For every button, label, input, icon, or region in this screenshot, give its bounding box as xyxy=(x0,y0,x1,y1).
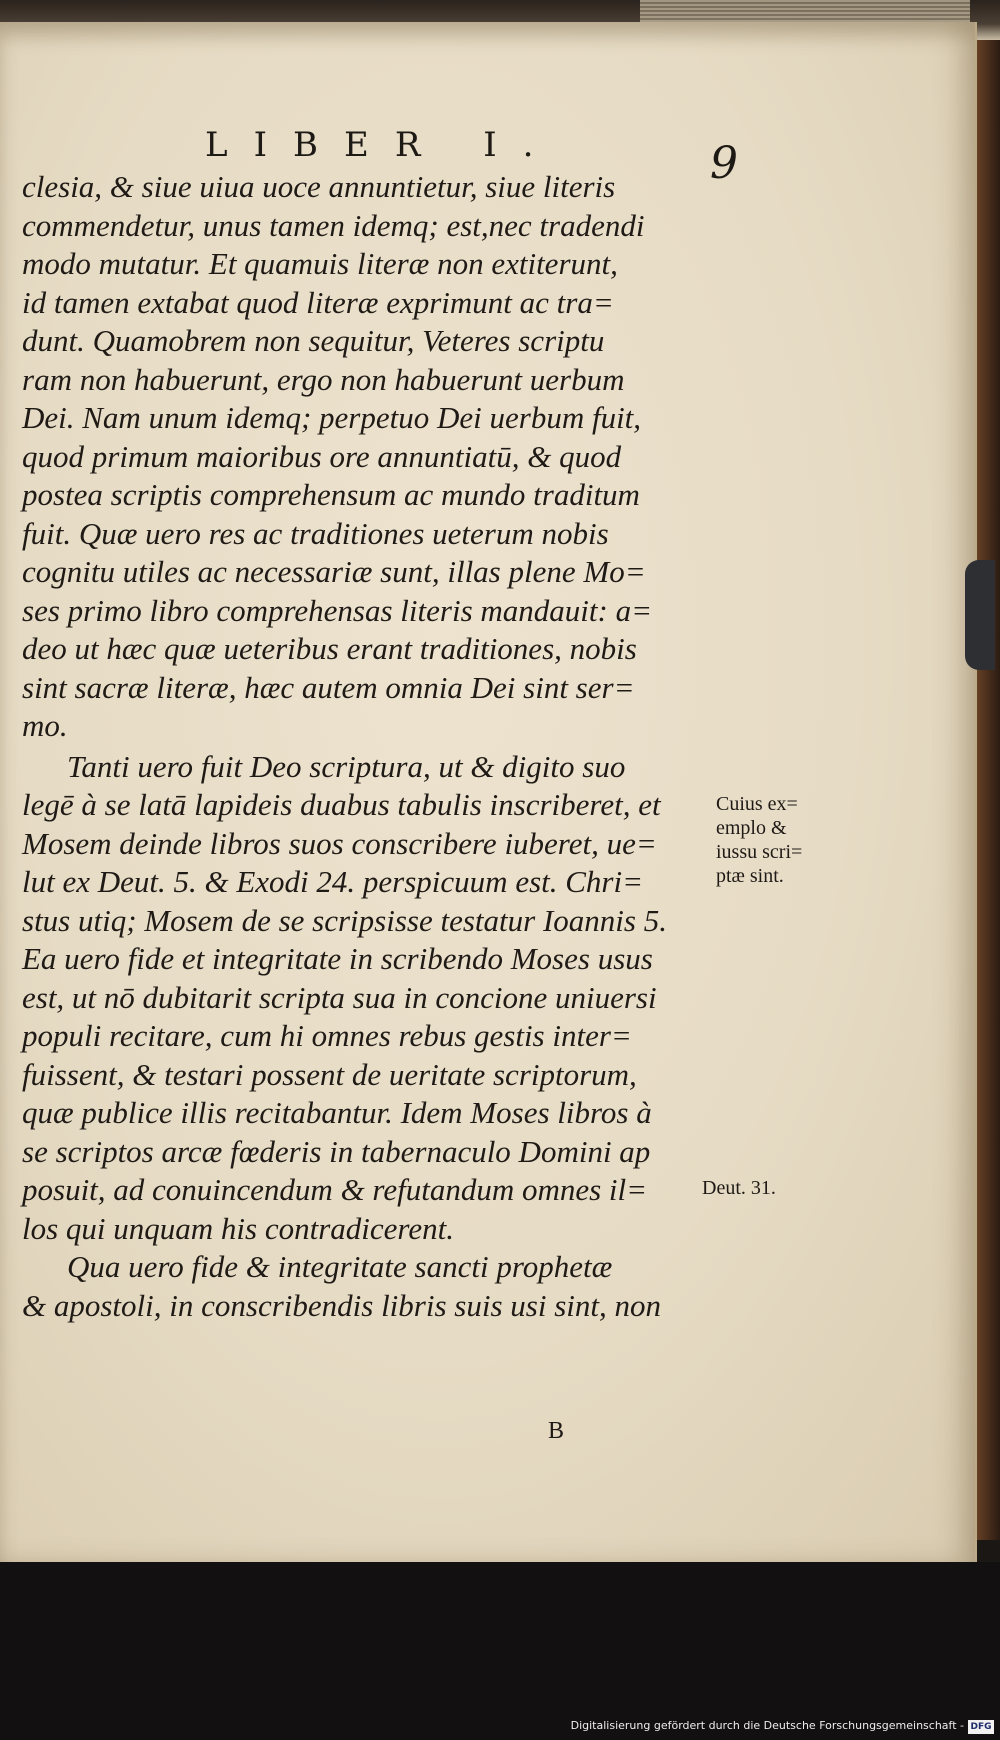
text-line: fuit. Quæ uero res ac traditiones ueterum nobis xyxy=(22,515,609,551)
text-line: posuit, ad conuincendum & refutandum omnes il= xyxy=(22,1172,648,1207)
margin-note-deut: Deut. 31. xyxy=(702,1177,776,1199)
margin-note-line: Cuius ex= xyxy=(716,793,798,815)
text-line: dunt. Quamobrem non sequitur, Veteres scriptu xyxy=(22,323,605,358)
text-line: Tanti uero fuit Deo scriptura, ut & digito suo xyxy=(67,748,626,784)
background-shadow xyxy=(0,1562,1000,1740)
text-line: quod primum maioribus ore annuntiatū, & quod xyxy=(22,438,622,474)
text-line: quæ publice illis recitabantur. Idem Moses libros à xyxy=(22,1095,652,1130)
text-line: Dei. Nam unum idemq; perpetuo Dei uerbum fuit, xyxy=(22,400,642,435)
text-line: clesia, & siue uiua uoce annuntietur, siue literis xyxy=(22,169,616,204)
body-text xyxy=(22,168,722,1325)
running-head: LIBER I. xyxy=(205,125,560,165)
margin-note-line: iussu scri= xyxy=(716,841,803,863)
text-line: cognitu utiles ac necessariæ sunt, illas plene Mo= xyxy=(22,554,646,589)
text-line: stus utiq; Mosem de se scripsisse testatur Ioannis 5. xyxy=(22,902,667,938)
text-line: fuissent, & testari possent de ueritate scriptorum, xyxy=(22,1056,637,1092)
text-line: modo mutatur. Et quamuis literæ non extiterunt, xyxy=(22,246,618,281)
text-line: Qua uero fide & integritate sancti prophetæ xyxy=(67,1249,613,1284)
text-line: commendetur, unus tamen idemq; est,nec tradendi xyxy=(22,207,645,243)
signature-mark: B xyxy=(548,1418,565,1444)
text-line: Mosem deinde libros suos conscribere iuberet, ue= xyxy=(22,825,657,861)
text-line: legē à se latā lapideis duabus tabulis inscriberet, et xyxy=(22,787,661,822)
text-line: est, ut nō dubitarit scripta sua in concione uniuersi xyxy=(22,979,657,1015)
text-line: ram non habuerunt, ergo non habuerunt uerbum xyxy=(22,361,625,397)
bookmark-tab xyxy=(965,560,995,670)
margin-note xyxy=(716,792,826,888)
dfg-logo: DFG xyxy=(968,1720,994,1734)
digitization-credit: Digitalisierung gefördert durch die Deutsche Forschungsgemeinschaft - xyxy=(570,1719,964,1732)
margin-note-line: ptæ sint. xyxy=(716,865,784,887)
text-line: id tamen extabat quod literæ exprimunt ac tra= xyxy=(22,284,614,320)
text-line: deo ut hæc quæ ueteribus erant traditiones, nobis xyxy=(22,631,637,666)
text-line: lut ex Deut. 5. & Exodi 24. perspicuum est. Chri= xyxy=(22,864,644,899)
text-line: los qui unquam his contradicerent. xyxy=(22,1210,454,1246)
text-line: ses primo libro comprehensas literis mandauit: a= xyxy=(22,592,652,628)
text-line: mo. xyxy=(22,708,68,743)
text-line: se scriptos arcæ fœderis in tabernaculo Domini ap xyxy=(22,1133,651,1169)
text-line: populi recitare, cum hi omnes rebus gestis inter= xyxy=(22,1018,632,1053)
text-line: & apostoli, in conscribendis libris suis usi sint, non xyxy=(22,1287,661,1323)
margin-note-line: emplo & xyxy=(716,817,787,839)
page-number: 9 xyxy=(710,138,738,189)
text-line: Ea uero fide et integritate in scribendo Moses usus xyxy=(22,941,653,976)
text-line: postea scriptis comprehensum ac mundo traditum xyxy=(22,477,640,512)
text-line: sint sacræ literæ, hæc autem omnia Dei sint ser= xyxy=(22,669,635,705)
